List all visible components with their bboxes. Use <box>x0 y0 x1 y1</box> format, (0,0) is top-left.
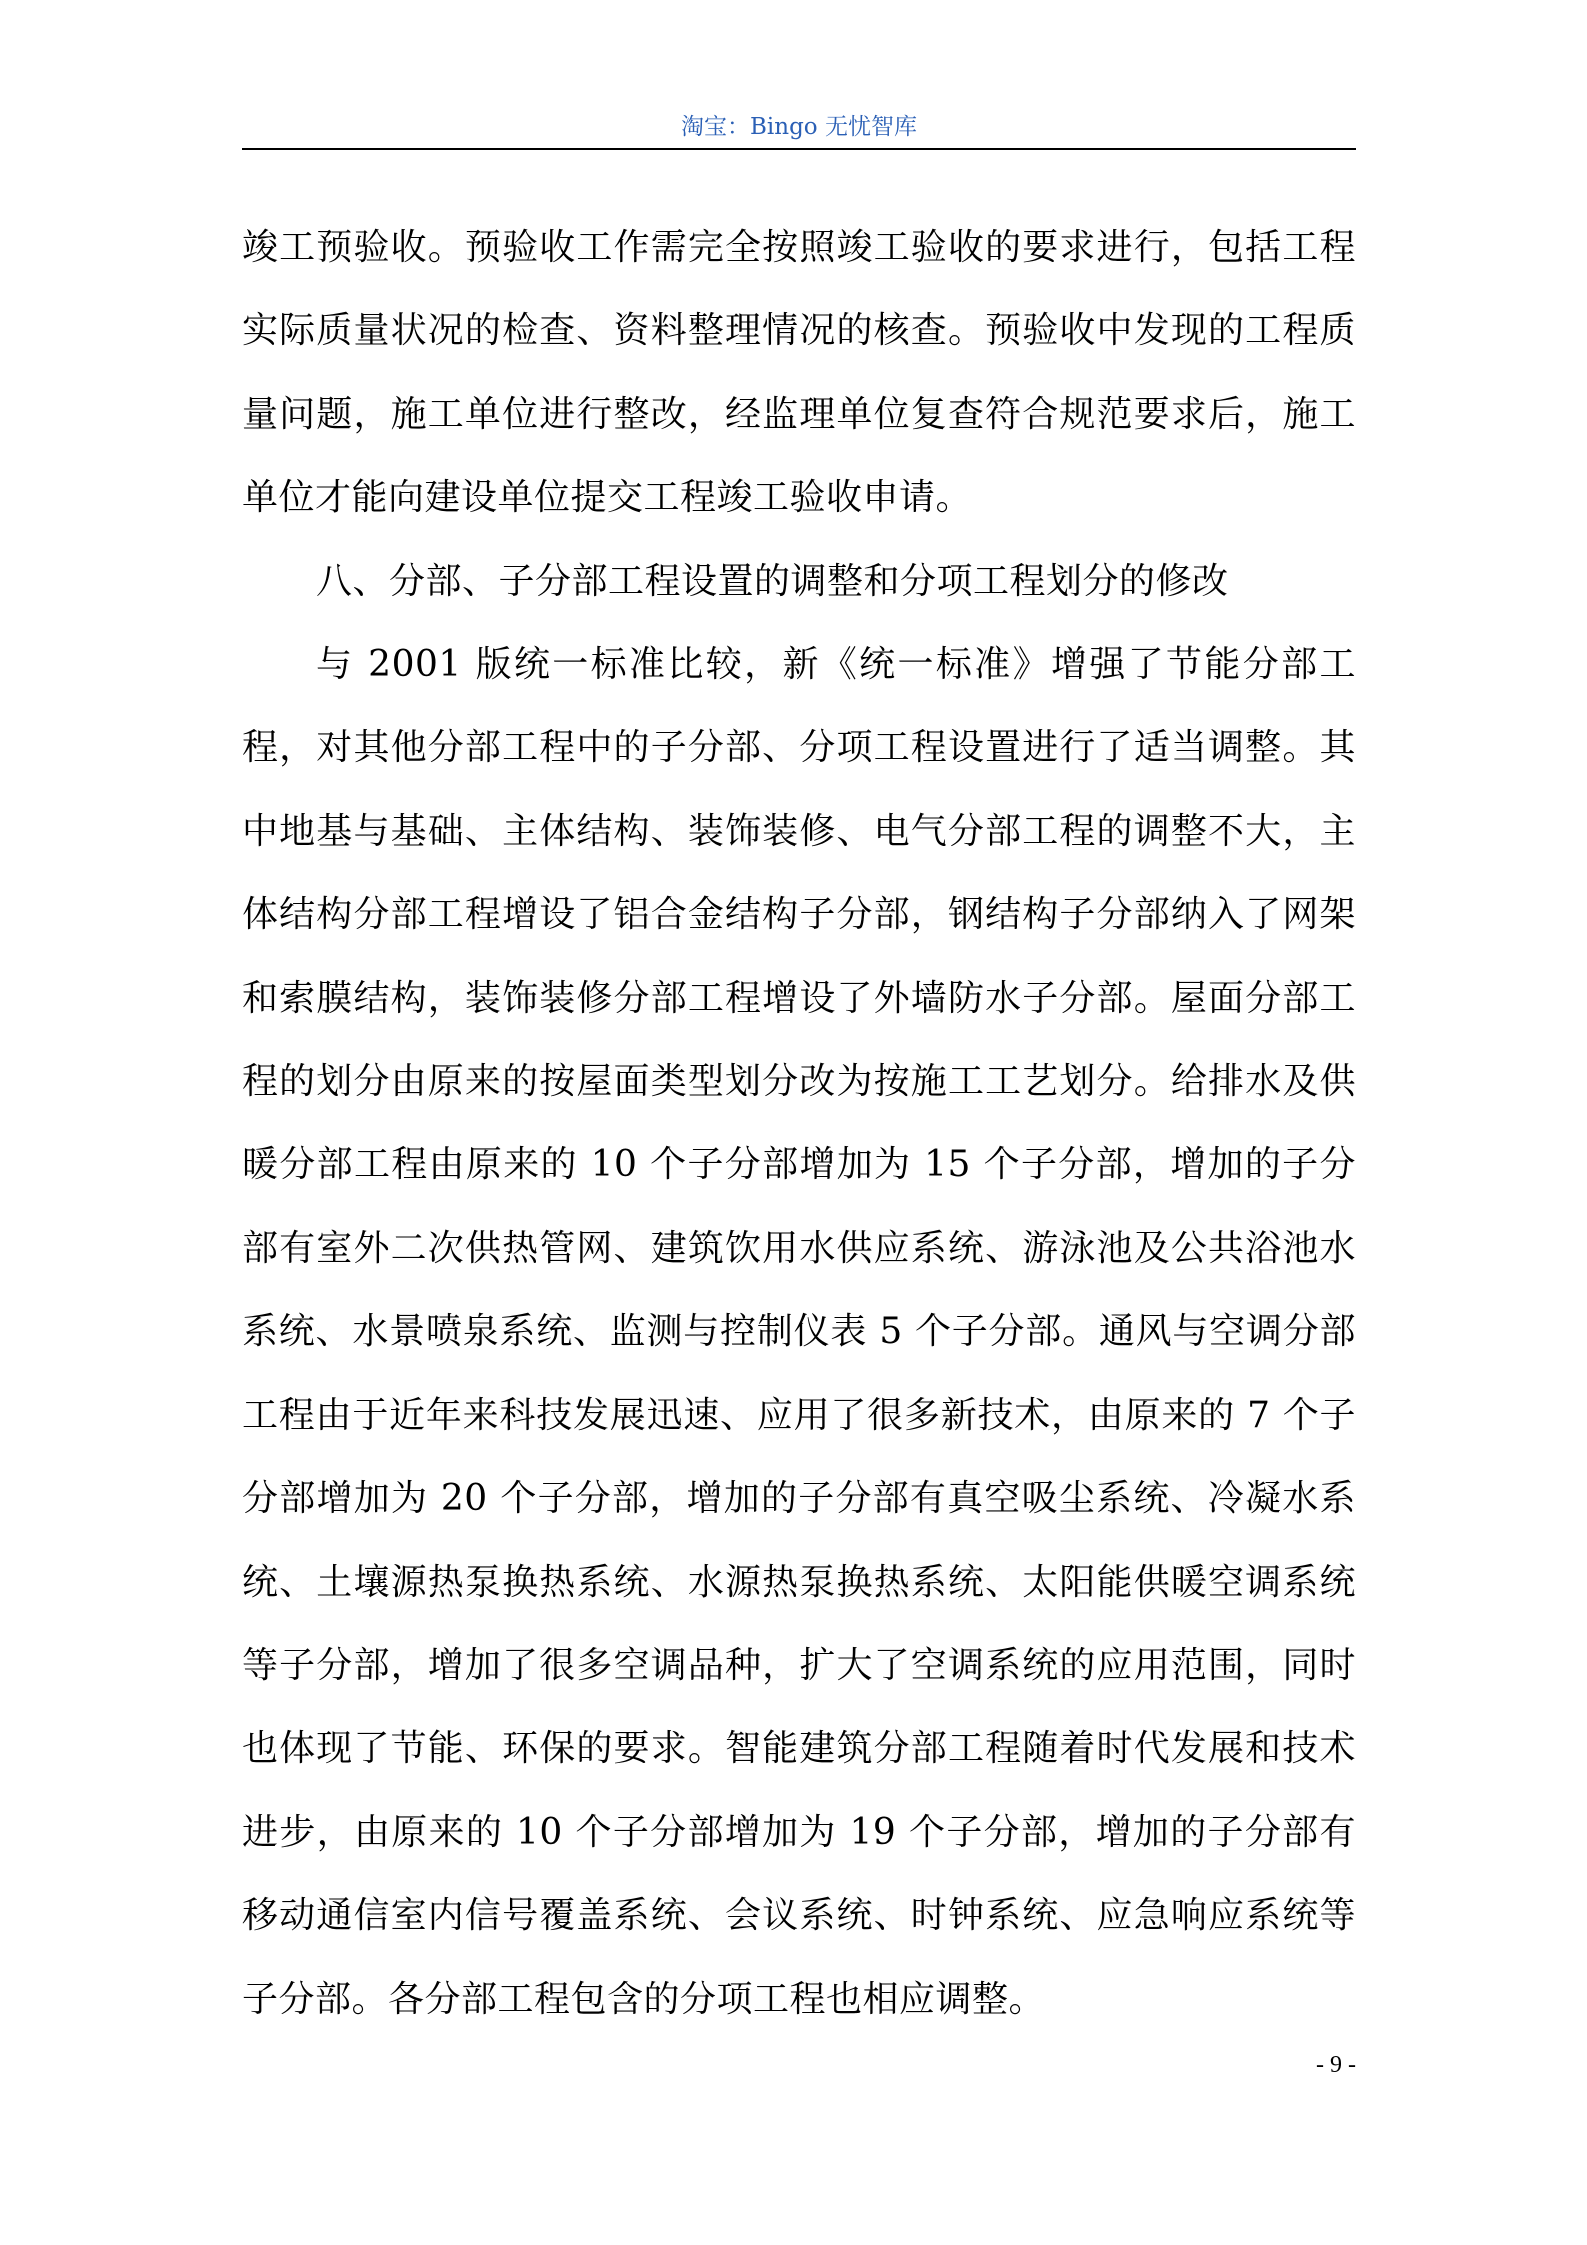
paragraph-1: 竣工预验收。预验收工作需完全按照竣工验收的要求进行，包括工程实际质量状况的检查、资料整理情况的核查。预验收中发现的工程质量问题，施工单位进行整改，经监理单位复查符合规范要求后，施工单位才能向建设单位提交工程竣工验收申请。 <box>242 227 1356 519</box>
page-header: 淘宝：Bingo 无忧智库 <box>681 114 917 140</box>
paragraph-2: 与 2001 版统一标准比较，新《统一标准》增强了节能分部工程，对其他分部工程中的子分部、分项工程设置进行了适当调整。其中地基与基础、主体结构、装饰装修、电气分部工程的调整不大，主体结构分部工程增设了铝合金结构子分部，钢结构子分部纳入了网架和索膜结构，装饰装修分部工程增设了外墙防水子分部。屋面分部工程的划分由原来的按屋面类型划分改为按施工工艺划分。给排水及供暖分部工程由原来的 10 个子分部增加为 15 个子分部，增加的子分部有室外二次供热管网、建筑饮用水供应系统、游泳池及公共浴池水系统、水景喷泉系统、监测与控制仪表 5 个子分部。通风与空调分部工程由于近年来科技发展迅速、应用了很多新技术，由原来的 7 个子分部增加为 20 个子分部，增加的子分部有真空吸尘系统、冷凝水系统、土壤源热泵换热系统、水源热泵换热系统、太阳能供暖空调系统等子分部，增加了很多空调品种，扩大了空调系统的应用范围，同时也体现了节能、环保的要求。智能建筑分部工程随着时代发展和技术进步，由原来的 10 个子分部增加为 19 个子分部，增加的子分部有移动通信室内信号覆盖系统、会议系统、时钟系统、应急响应系统等子分部。各分部工程包含的分项工程也相应调整。 <box>242 644 1356 2020</box>
document-body <box>242 206 1356 2041</box>
section-heading: 八、分部、子分部工程设置的调整和分项工程划分的修改 <box>316 560 1229 602</box>
page-number: - 9 - <box>1316 2052 1356 2078</box>
header-divider <box>242 148 1356 150</box>
